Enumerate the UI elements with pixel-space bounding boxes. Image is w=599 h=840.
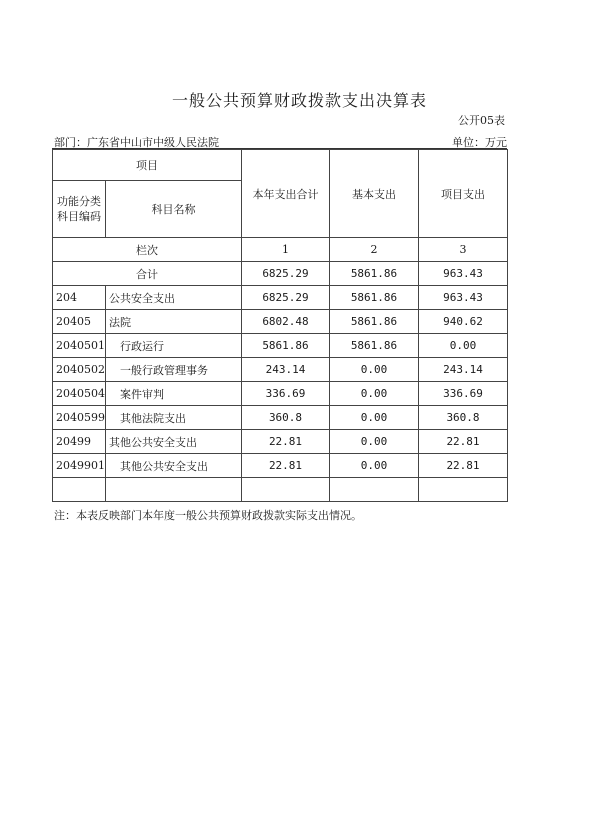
total-row xyxy=(53,262,508,286)
row-name: 案件审判 xyxy=(106,382,242,406)
row-code: 2049901 xyxy=(53,454,106,478)
column-number-2: 2 xyxy=(330,238,419,262)
form-number: 公开05表 xyxy=(458,114,505,127)
row-total: 6825.29 xyxy=(242,286,330,310)
header-row-1 xyxy=(53,150,508,181)
row-project: 336.69 xyxy=(419,382,508,406)
row-name: 其他公共安全支出 xyxy=(106,454,242,478)
empty-cell xyxy=(53,478,106,502)
table-row xyxy=(53,358,508,382)
row-basic: 5861.86 xyxy=(330,334,419,358)
row-basic: 0.00 xyxy=(330,382,419,406)
column-number-3: 3 xyxy=(419,238,508,262)
row-code: 2040502 xyxy=(53,358,106,382)
column-label: 栏次 xyxy=(53,238,242,262)
row-project: 0.00 xyxy=(419,334,508,358)
row-total: 360.8 xyxy=(242,406,330,430)
row-code: 2040504 xyxy=(53,382,106,406)
row-name: 其他法院支出 xyxy=(106,406,242,430)
table-row xyxy=(53,406,508,430)
row-name: 其他公共安全支出 xyxy=(106,430,242,454)
header-item: 项目 xyxy=(53,150,242,181)
empty-cell xyxy=(330,478,419,502)
column-number-1: 1 xyxy=(242,238,330,262)
department-label: 部门：广东省中山市中级人民法院 xyxy=(54,136,219,149)
row-total: 6802.48 xyxy=(242,310,330,334)
table-row xyxy=(53,430,508,454)
empty-row xyxy=(53,478,508,502)
empty-cell xyxy=(106,478,242,502)
row-project: 22.81 xyxy=(419,454,508,478)
total-label: 合计 xyxy=(53,262,242,286)
row-basic: 0.00 xyxy=(330,406,419,430)
header-func-code-line2: 科目编码 xyxy=(57,210,101,223)
total-total: 6825.29 xyxy=(242,262,330,286)
empty-cell xyxy=(242,478,330,502)
row-basic: 0.00 xyxy=(330,454,419,478)
row-project: 940.62 xyxy=(419,310,508,334)
table-row xyxy=(53,454,508,478)
column-number-row xyxy=(53,238,508,262)
table-row xyxy=(53,286,508,310)
row-total: 243.14 xyxy=(242,358,330,382)
row-project: 360.8 xyxy=(419,406,508,430)
row-code: 204 xyxy=(53,286,106,310)
total-basic: 5861.86 xyxy=(330,262,419,286)
row-code: 2040501 xyxy=(53,334,106,358)
row-total: 22.81 xyxy=(242,430,330,454)
row-name: 法院 xyxy=(106,310,242,334)
row-name: 公共安全支出 xyxy=(106,286,242,310)
row-basic: 5861.86 xyxy=(330,286,419,310)
row-total: 5861.86 xyxy=(242,334,330,358)
table-row xyxy=(53,310,508,334)
row-basic: 0.00 xyxy=(330,358,419,382)
row-name: 行政运行 xyxy=(106,334,242,358)
row-project: 963.43 xyxy=(419,286,508,310)
header-func-code-line1: 功能分类 xyxy=(57,195,101,208)
row-basic: 5861.86 xyxy=(330,310,419,334)
expenditure-table xyxy=(52,149,508,502)
row-basic: 0.00 xyxy=(330,430,419,454)
header-project: 项目支出 xyxy=(419,150,508,238)
empty-cell xyxy=(419,478,508,502)
table-note: 注：本表反映部门本年度一般公共预算财政拨款实际支出情况。 xyxy=(54,509,362,522)
header-total: 本年支出合计 xyxy=(242,150,330,238)
total-project: 963.43 xyxy=(419,262,508,286)
row-total: 336.69 xyxy=(242,382,330,406)
header-subject-name: 科目名称 xyxy=(106,181,242,238)
row-code: 20499 xyxy=(53,430,106,454)
unit-label: 单位：万元 xyxy=(452,136,507,149)
table-row xyxy=(53,382,508,406)
row-code: 20405 xyxy=(53,310,106,334)
row-project: 243.14 xyxy=(419,358,508,382)
row-name: 一般行政管理事务 xyxy=(106,358,242,382)
header-func-code xyxy=(53,181,106,238)
row-code: 2040599 xyxy=(53,406,106,430)
header-basic: 基本支出 xyxy=(330,150,419,238)
row-project: 22.81 xyxy=(419,430,508,454)
document-title: 一般公共预算财政拨款支出决算表 xyxy=(171,91,427,110)
row-total: 22.81 xyxy=(242,454,330,478)
table-row xyxy=(53,334,508,358)
